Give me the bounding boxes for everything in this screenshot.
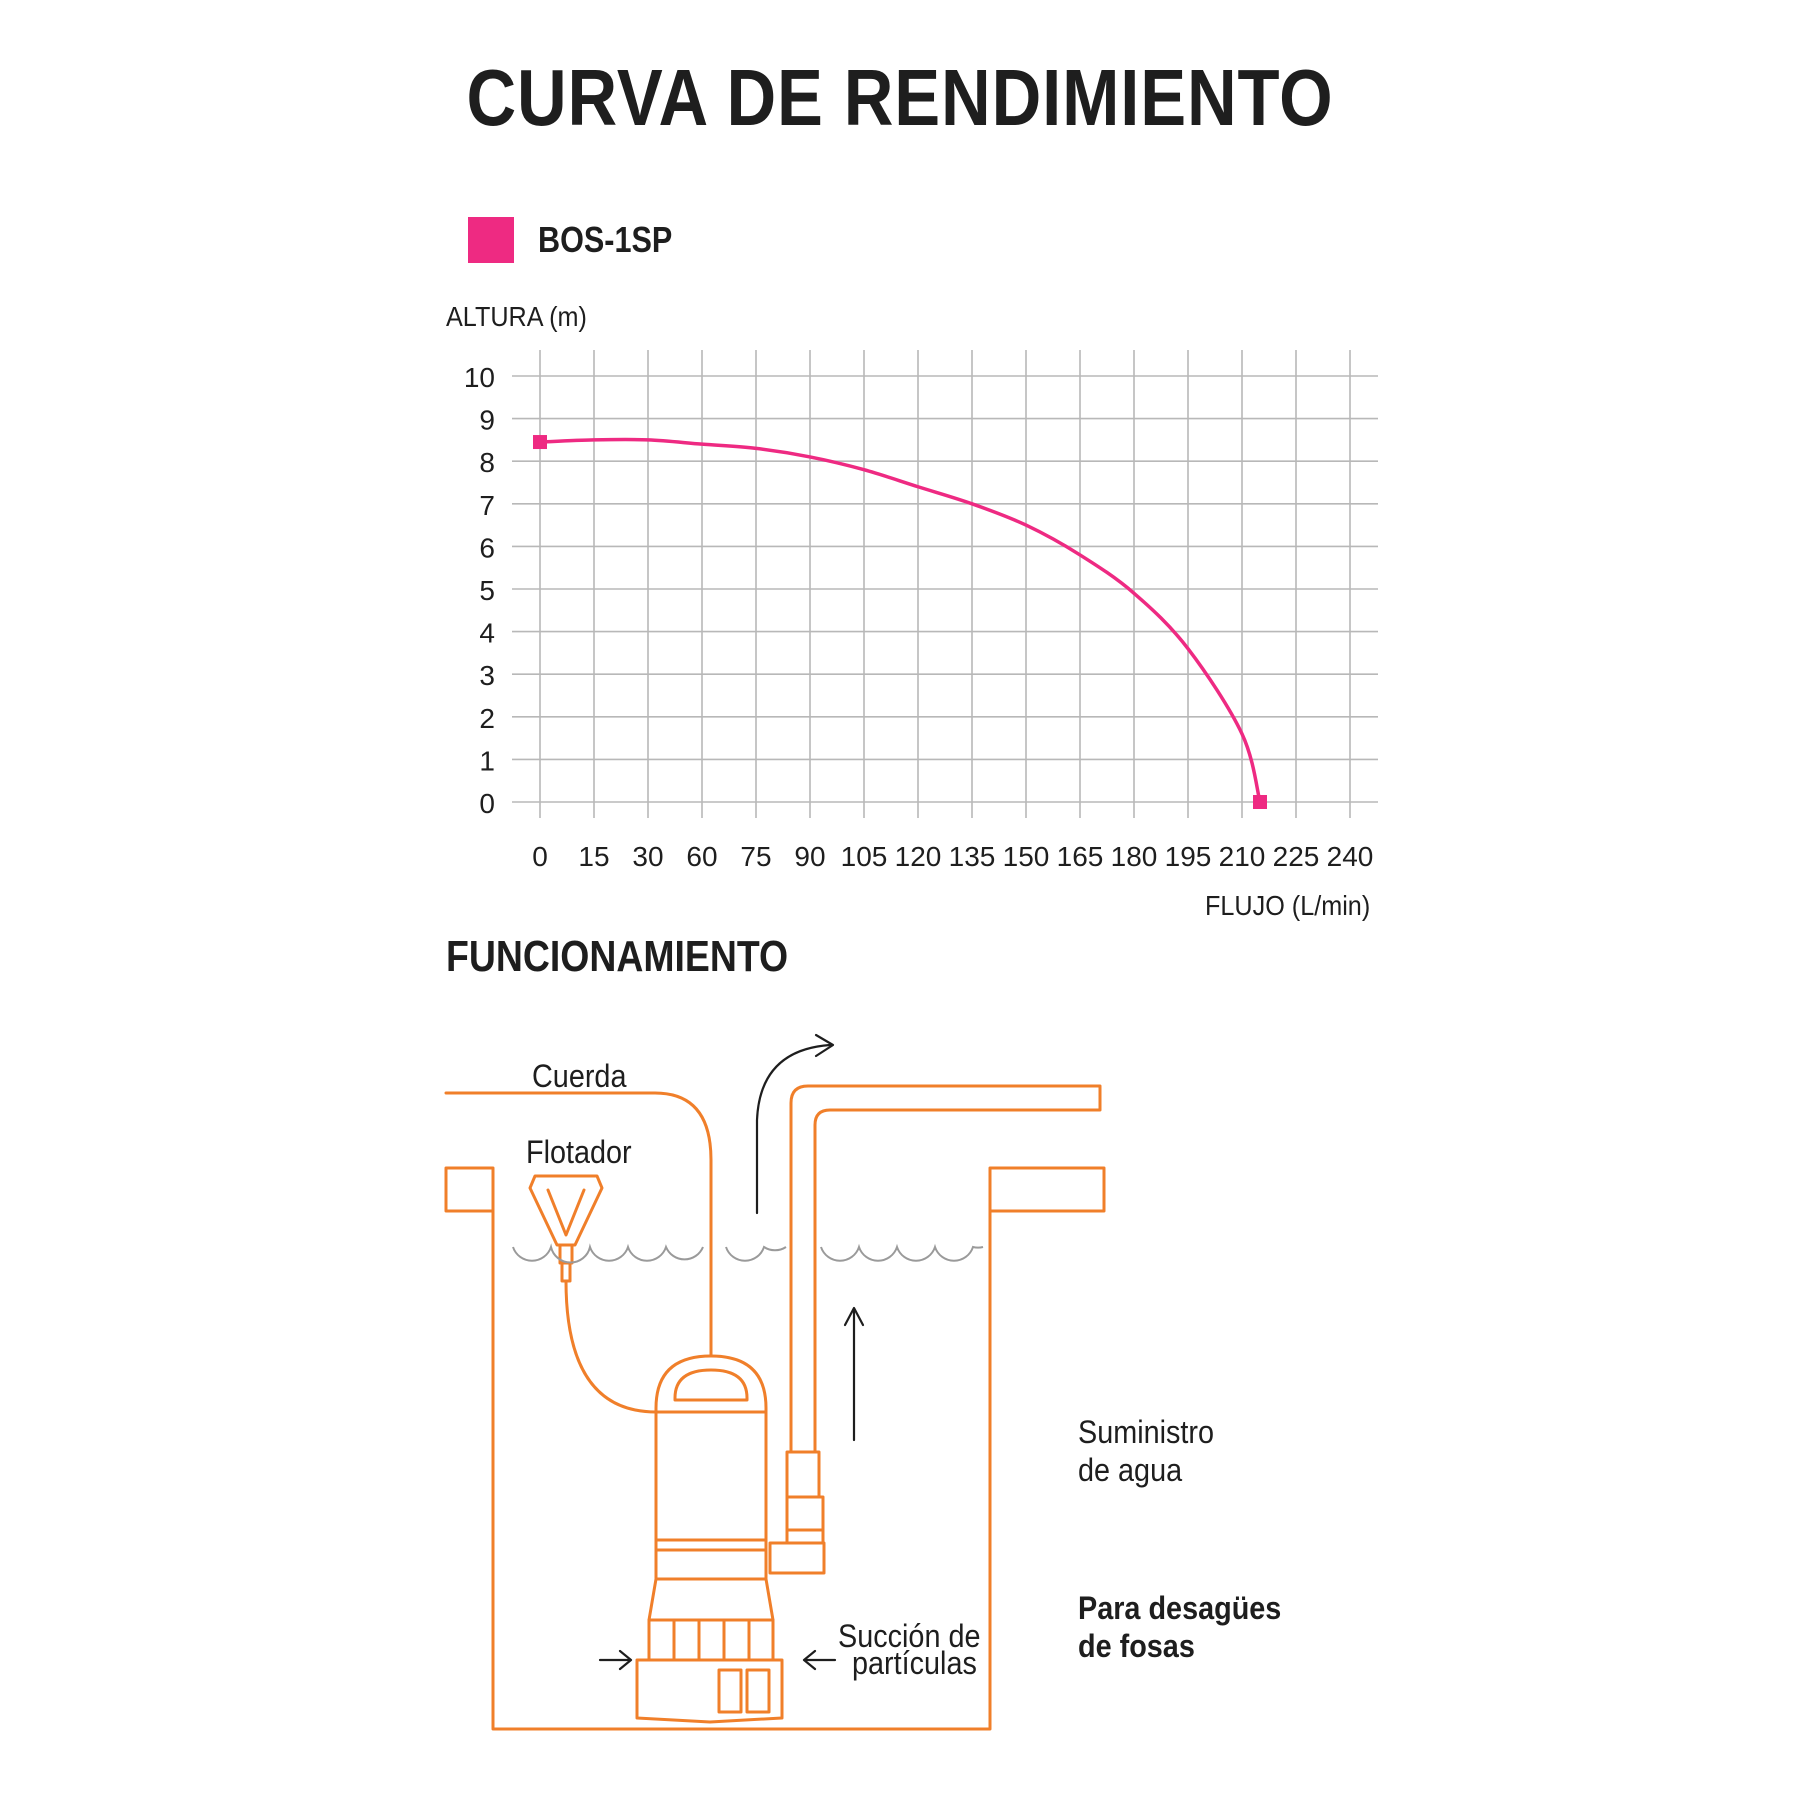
outflow-arrow: [757, 1045, 830, 1213]
y-tick-label: 3: [479, 660, 495, 692]
label-succion-1: Succión de: [838, 1618, 981, 1654]
y-tick-labels: [464, 362, 495, 819]
x-tick-label: 195: [1164, 841, 1212, 872]
pipe-elbow: [770, 1543, 824, 1573]
y-tick-label: 8: [479, 447, 495, 479]
water-surface: [513, 1247, 983, 1263]
y-tick-label: 4: [479, 617, 495, 649]
pipe-coupling: [787, 1452, 819, 1497]
x-tick-label: 225: [1272, 841, 1320, 872]
y-axis-title: ALTURA (m): [446, 301, 587, 332]
x-axis-title: FLUJO (L/min): [1205, 890, 1371, 921]
y-tick-label: 1: [479, 745, 495, 777]
page-title: CURVA DE RENDIMIENTO: [466, 53, 1334, 142]
section-title: FUNCIONAMIENTO: [446, 932, 789, 981]
y-tick-label: 0: [479, 788, 495, 819]
pipe-fitting: [787, 1497, 823, 1543]
label-cuerda: Cuerda: [532, 1058, 627, 1094]
rope: [446, 1093, 711, 1356]
y-tick-label: 5: [479, 575, 495, 606]
x-tick-label: 120: [894, 841, 942, 872]
float-cable: [566, 1281, 656, 1412]
x-tick-label: 150: [1002, 841, 1050, 872]
label-uso-1: Para desagües: [1078, 1590, 1282, 1626]
y-tick-label: 2: [479, 702, 495, 734]
label-uso-2: de fosas: [1078, 1628, 1195, 1664]
x-tick-label: 0: [532, 841, 548, 872]
pump-intake: [649, 1620, 773, 1660]
x-tick-label: 240: [1326, 841, 1374, 872]
x-tick-label: 15: [578, 841, 610, 872]
pump-base: [637, 1660, 782, 1722]
series-marker: [1253, 795, 1267, 809]
label-suministro-2: de agua: [1078, 1452, 1183, 1488]
y-tick-label: 6: [479, 532, 495, 564]
discharge-pipe: [791, 1086, 1100, 1452]
float-switch: [530, 1176, 602, 1245]
x-tick-label: 135: [948, 841, 996, 872]
x-tick-label: 60: [686, 841, 718, 872]
x-tick-label: 75: [740, 841, 772, 872]
series-marker: [533, 435, 547, 449]
legend-label: BOS-1SP: [538, 219, 673, 260]
y-tick-label: 10: [463, 362, 495, 393]
label-suministro-1: Suministro: [1078, 1414, 1215, 1450]
pump-handle: [675, 1370, 747, 1400]
chart-series: [533, 435, 1267, 809]
x-tick-label: 30: [632, 841, 664, 872]
y-tick-label: 7: [479, 489, 495, 521]
pit-wall: [446, 1168, 1104, 1729]
pump-body: [656, 1356, 766, 1579]
x-tick-labels: [532, 841, 1373, 872]
x-tick-label: 165: [1056, 841, 1104, 872]
x-tick-label: 210: [1218, 841, 1266, 872]
x-tick-label: 105: [840, 841, 888, 872]
label-flotador: Flotador: [526, 1134, 632, 1170]
y-tick-label: 9: [479, 404, 495, 436]
label-succion-2: partículas: [852, 1645, 977, 1681]
x-tick-label: 180: [1110, 841, 1158, 872]
x-tick-label: 90: [794, 841, 826, 872]
